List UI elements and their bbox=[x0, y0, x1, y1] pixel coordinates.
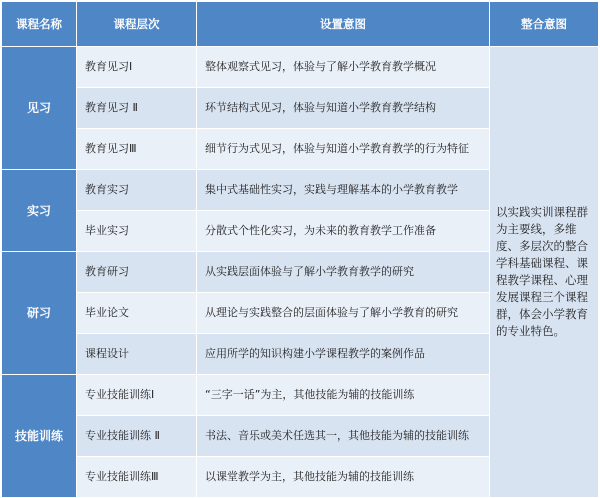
course-level-cell: 教育研习 bbox=[77, 252, 197, 293]
setting-intent-cell: “三字一话”为主，其他技能为辅的技能训练 bbox=[197, 375, 490, 416]
course-level-cell: 专业技能训练Ⅰ bbox=[77, 375, 197, 416]
setting-intent-cell: 书法、音乐或美术任选其一，其他技能为辅的技能训练 bbox=[197, 416, 490, 457]
header-integration-intent: 整合意图 bbox=[490, 2, 599, 47]
setting-intent-cell: 从理论与实践整合的层面体验与了解小学教育的研究 bbox=[197, 293, 490, 334]
setting-intent-cell: 集中式基础性实习，实践与理解基本的小学教育教学 bbox=[197, 170, 490, 211]
setting-intent-cell: 整体观察式见习，体验与了解小学教育教学概况 bbox=[197, 47, 490, 88]
header-course-level: 课程层次 bbox=[77, 2, 197, 47]
category-cell: 见习 bbox=[2, 47, 77, 170]
course-level-cell: 毕业实习 bbox=[77, 211, 197, 252]
course-level-cell: 专业技能训练Ⅲ bbox=[77, 457, 197, 498]
course-level-cell: 教育实习 bbox=[77, 170, 197, 211]
course-level-cell: 教育见习 Ⅱ bbox=[77, 88, 197, 129]
category-cell: 研习 bbox=[2, 252, 77, 375]
setting-intent-cell: 环节结构式见习，体验与知道小学教育教学结构 bbox=[197, 88, 490, 129]
curriculum-table bbox=[1, 1, 599, 498]
category-cell: 技能训练 bbox=[2, 375, 77, 498]
header-row bbox=[2, 2, 599, 47]
course-level-cell: 课程设计 bbox=[77, 334, 197, 375]
header-setting-intent: 设置意图 bbox=[197, 2, 490, 47]
setting-intent-cell: 从实践层面体验与了解小学教育教学的研究 bbox=[197, 252, 490, 293]
setting-intent-cell: 细节行为式见习，体验与知道小学教育教学的行为特征 bbox=[197, 129, 490, 170]
header-course-name: 课程名称 bbox=[2, 2, 77, 47]
course-level-cell: 教育见习Ⅲ bbox=[77, 129, 197, 170]
course-level-cell: 毕业论文 bbox=[77, 293, 197, 334]
course-level-cell: 专业技能训练 Ⅱ bbox=[77, 416, 197, 457]
category-cell: 实习 bbox=[2, 170, 77, 252]
setting-intent-cell: 分散式个性化实习，为未来的教育教学工作准备 bbox=[197, 211, 490, 252]
course-level-cell: 教育见习Ⅰ bbox=[77, 47, 197, 88]
setting-intent-cell: 以课堂教学为主，其他技能为辅的技能训练 bbox=[197, 457, 490, 498]
integration-intent-cell: 以实践实训课程群为主要线，多维度、多层次的整合学科基础课程、课程教学课程、心理发展课程三个课程群，体会小学教育的专业特色。 bbox=[490, 47, 599, 498]
setting-intent-cell: 应用所学的知识构建小学课程教学的案例作品 bbox=[197, 334, 490, 375]
table-row bbox=[2, 47, 599, 88]
